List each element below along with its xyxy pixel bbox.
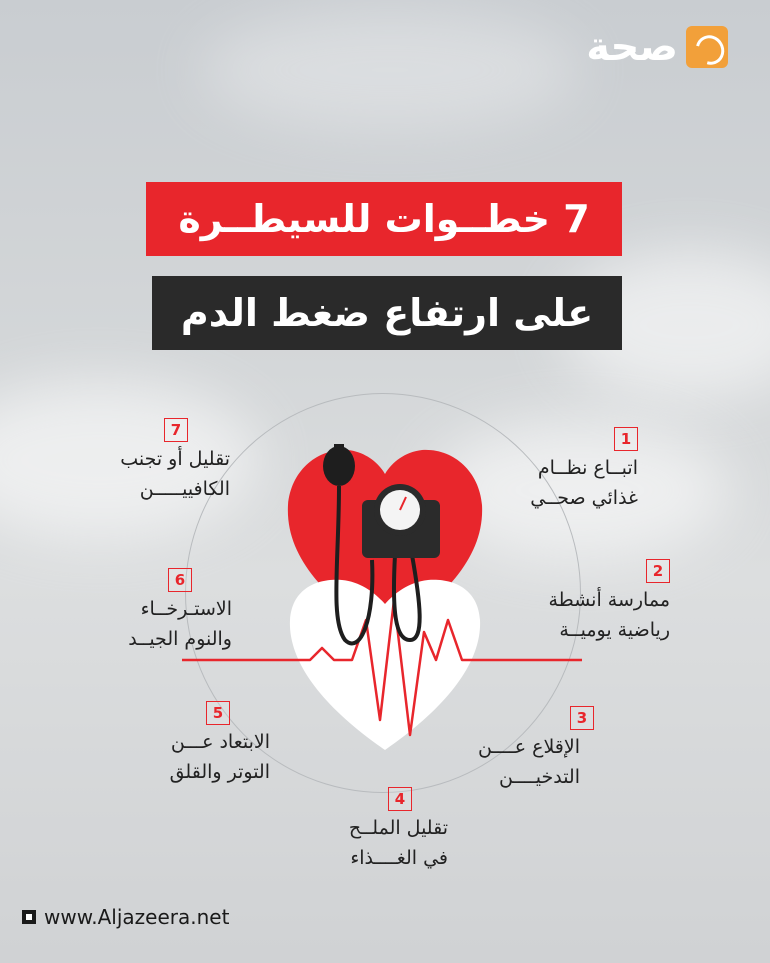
step-text-line: التدخيــــن bbox=[499, 766, 580, 788]
step-text-line: تقليل الملــح bbox=[348, 817, 448, 839]
step-number: 6 bbox=[168, 568, 192, 592]
step-number: 2 bbox=[646, 559, 670, 583]
step-text-line: اتبــاع نظــام bbox=[537, 457, 638, 479]
step-number: 3 bbox=[570, 706, 594, 730]
step-text-line: غذائي صحــي bbox=[530, 487, 638, 509]
step-text-line: الابتعاد عـــن bbox=[170, 731, 270, 753]
step-text-line: الكافييـــــن bbox=[139, 478, 230, 500]
step-3 bbox=[478, 702, 588, 792]
white-heart-icon bbox=[290, 580, 480, 750]
step-1 bbox=[530, 423, 638, 513]
step-number: 1 bbox=[614, 427, 638, 451]
step-number: 7 bbox=[164, 418, 188, 442]
step-text-line: في الغــــذاء bbox=[350, 847, 448, 869]
step-4 bbox=[349, 783, 448, 873]
step-6 bbox=[128, 564, 232, 654]
step-text-line: التوتر والقلق bbox=[169, 761, 270, 783]
footer bbox=[22, 905, 229, 929]
step-text-line: والنوم الجيــد bbox=[128, 628, 232, 650]
website-bullet-icon bbox=[22, 910, 36, 924]
website-link[interactable]: www.Aljazeera.net bbox=[44, 905, 230, 929]
step-number: 4 bbox=[388, 787, 412, 811]
step-text-line: الإقلاع عــــن bbox=[478, 736, 580, 758]
step-text-line: ممارسة أنشطة bbox=[548, 589, 670, 611]
step-5 bbox=[170, 697, 270, 787]
step-text-line: الاستـرخــاء bbox=[140, 598, 232, 620]
step-text-line: رياضية يوميــة bbox=[559, 619, 670, 641]
brand-logo-text: صحة bbox=[586, 24, 678, 70]
step-2 bbox=[548, 555, 670, 645]
step-number: 5 bbox=[206, 701, 230, 725]
step-text-line: تقليل أو تجنب bbox=[120, 448, 230, 470]
title-line-2: على ارتفاع ضغط الدم bbox=[152, 276, 622, 350]
title-line-1: 7 خطــوات للسيطــرة bbox=[146, 182, 622, 256]
step-7 bbox=[120, 414, 230, 504]
